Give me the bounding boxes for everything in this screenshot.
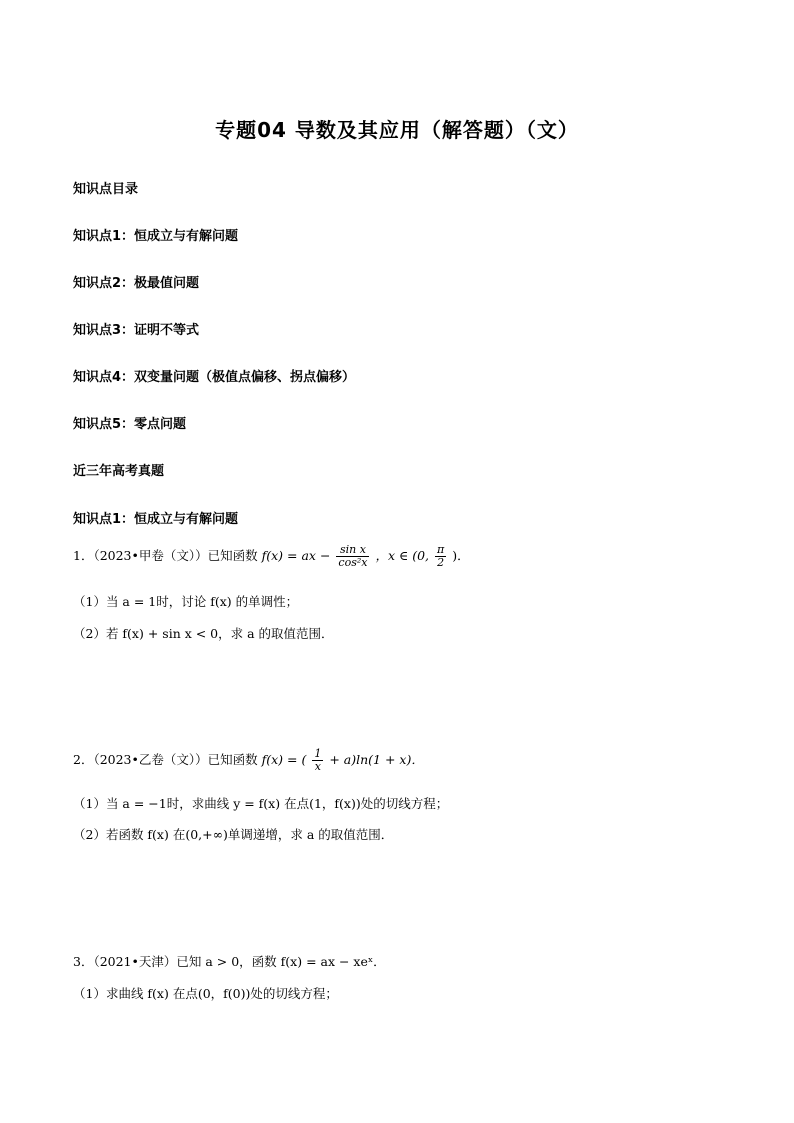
problem-1-source: 1．（2023•甲卷（文））已知函数 xyxy=(73,548,258,563)
problem-1-part-2: （2）若 f(x) + sin x < 0，求 a 的取值范围． xyxy=(73,626,334,641)
problem-1-domain: ，x ∈ (0, xyxy=(375,548,430,563)
problem-2-fraction xyxy=(312,748,323,773)
problem-3-intro: 3．（2021•天津）已知 a > 0，函数 f(x) = ax − xeˣ． xyxy=(73,954,386,969)
problem-1-fraction-2 xyxy=(435,544,446,569)
problem-2-fraction-denominator: x xyxy=(314,760,321,773)
problem-1-fraction-1-denominator: cos²x xyxy=(338,556,368,569)
section-subheading: 知识点1：恒成立与有解问题 xyxy=(73,512,239,527)
problem-1-fraction-1-numerator: sin x xyxy=(336,544,369,557)
problem-2-formula-left: f(x) = ( xyxy=(261,752,307,767)
problem-1-fraction-1 xyxy=(336,544,369,569)
problem-1-formula-left: f(x) = ax − xyxy=(261,548,331,563)
toc-item-3: 知识点3：证明不等式 xyxy=(73,323,200,338)
problem-1-fraction-2-denominator: 2 xyxy=(437,556,445,569)
problem-2-part-1: （1）当 a = −1时，求曲线 y = f(x) 在点(1，f(x))处的切线方程； xyxy=(73,796,449,811)
problem-3-part-1: （1）求曲线 f(x) 在点(0，f(0))处的切线方程； xyxy=(73,986,338,1001)
problem-1-part-1: （1）当 a = 1时，讨论 f(x) 的单调性； xyxy=(73,594,299,609)
problem-1-intro-end: )． xyxy=(452,548,470,563)
toc-heading: 知识点目录 xyxy=(73,182,139,197)
problem-2-source: 2．（2023•乙卷（文））已知函数 xyxy=(73,752,258,767)
toc-item-5: 知识点5：零点问题 xyxy=(73,417,187,432)
toc-item-4: 知识点4：双变量问题（极值点偏移、拐点偏移） xyxy=(73,370,356,385)
problem-2-fraction-numerator: 1 xyxy=(314,747,322,760)
problem-1-intro xyxy=(73,544,470,569)
page-title: 专题04 导数及其应用（解答题）（文） xyxy=(215,118,579,142)
problem-2-formula-right: + a)ln(1 + x)． xyxy=(329,752,424,767)
toc-item-2: 知识点2：极最值问题 xyxy=(73,276,200,291)
problem-2-intro xyxy=(73,748,424,773)
toc-item-1: 知识点1：恒成立与有解问题 xyxy=(73,229,239,244)
problem-1-fraction-2-numerator: π xyxy=(437,543,445,556)
problem-2-part-2: （2）若函数 f(x) 在(0,+∞)单调递增，求 a 的取值范围． xyxy=(73,827,394,842)
section-heading: 近三年高考真题 xyxy=(73,464,165,479)
